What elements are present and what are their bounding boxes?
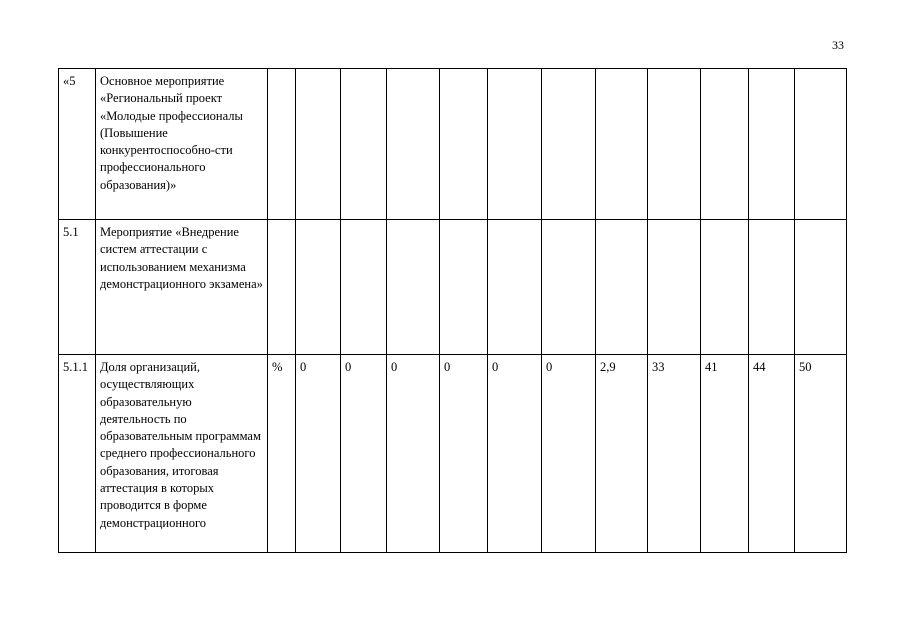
value-cell — [387, 220, 440, 355]
value-cell — [701, 220, 749, 355]
row-number: 5.1 — [59, 220, 96, 355]
value-cell: 0 — [542, 355, 596, 553]
value-cell — [596, 220, 648, 355]
value-cell: 2,9 — [596, 355, 648, 553]
value-cell — [387, 69, 440, 220]
value-cell — [795, 220, 847, 355]
row-number: «5 — [59, 69, 96, 220]
value-cell: 33 — [648, 355, 701, 553]
value-cell — [795, 69, 847, 220]
value-cell — [749, 69, 795, 220]
value-cell: 50 — [795, 355, 847, 553]
value-cell: 0 — [341, 355, 387, 553]
value-cell: 0 — [440, 355, 488, 553]
value-cell: 0 — [387, 355, 440, 553]
value-cell — [296, 69, 341, 220]
row-name: Доля организаций, осуществляющих образовательную деятельность по образовательным программам среднего профессионального образования, итоговая аттестация в которых проводится в форме демонстрационного — [96, 355, 268, 553]
value-cell — [542, 69, 596, 220]
value-cell — [488, 220, 542, 355]
row-name: Мероприятие «Внедрение систем аттестации с использованием механизма демонстрационного экзамена» — [96, 220, 268, 355]
value-cell — [648, 220, 701, 355]
page-number: 33 — [832, 38, 844, 52]
value-cell — [542, 220, 596, 355]
value-cell — [341, 69, 387, 220]
value-cell: 41 — [701, 355, 749, 553]
value-cell — [488, 69, 542, 220]
value-cell — [749, 220, 795, 355]
value-cell: 0 — [296, 355, 341, 553]
value-cell: 44 — [749, 355, 795, 553]
table-row — [59, 220, 847, 355]
indicators-table — [58, 68, 847, 553]
value-cell — [341, 220, 387, 355]
value-cell — [596, 69, 648, 220]
value-cell — [440, 220, 488, 355]
row-number: 5.1.1 — [59, 355, 96, 553]
value-cell — [440, 69, 488, 220]
row-unit — [268, 220, 296, 355]
row-name: Основное мероприятие «Региональный проект «Молодые профессионалы (Повышение конкурентоспособно-сти профессионального образования)» — [96, 69, 268, 220]
table-row — [59, 69, 847, 220]
value-cell — [701, 69, 749, 220]
value-cell: 0 — [488, 355, 542, 553]
value-cell — [296, 220, 341, 355]
row-unit — [268, 69, 296, 220]
value-cell — [648, 69, 701, 220]
table-row — [59, 355, 847, 553]
row-unit: % — [268, 355, 296, 553]
